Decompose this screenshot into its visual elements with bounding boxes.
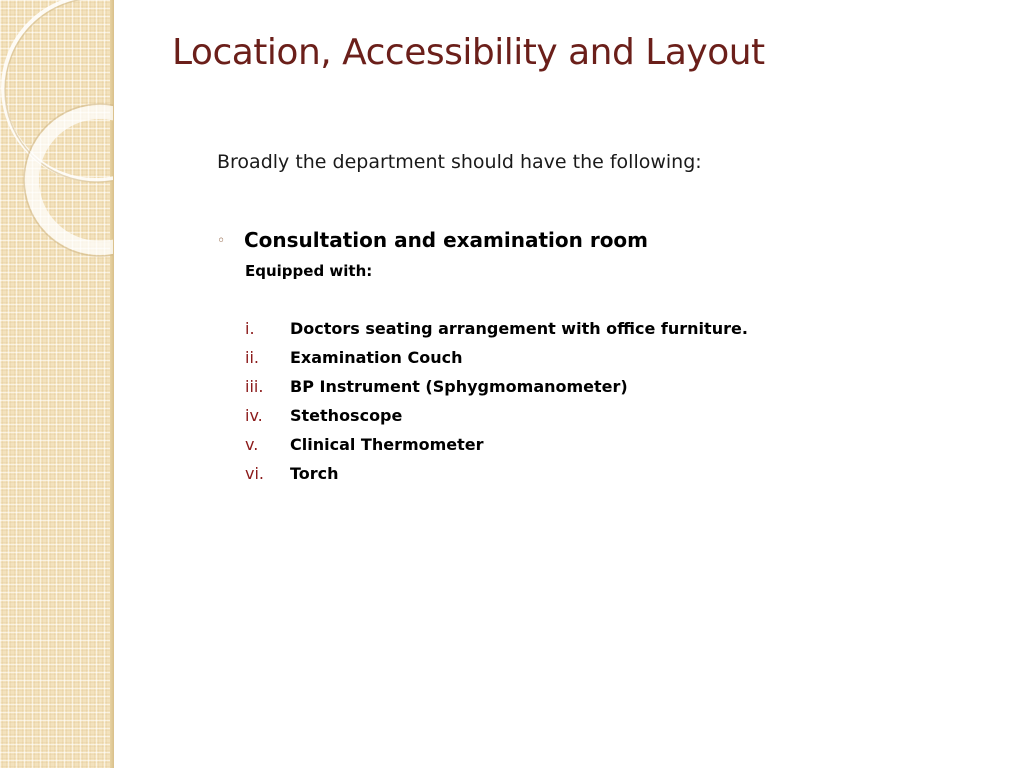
item-numeral: iv. [245,406,263,425]
list-item [245,377,748,406]
list-item [245,435,748,464]
item-numeral: vi. [245,464,264,483]
item-numeral: iii. [245,377,264,396]
item-text: Stethoscope [290,406,403,425]
list-item [245,348,748,377]
equipped-label: Equipped with: [245,262,373,280]
hollow-circle-bullet-icon: ◦ [217,233,226,249]
section-bullet-row [217,228,648,252]
decorative-rings [0,0,140,300]
item-numeral: ii. [245,348,259,367]
item-text: Doctors seating arrangement with office furniture. [290,319,748,338]
item-text: Torch [290,464,339,483]
intro-text: Broadly the department should have the following: [217,151,702,173]
item-numeral: v. [245,435,259,454]
section-heading: Consultation and examination room [244,228,649,252]
item-numeral: i. [245,319,255,338]
item-text: BP Instrument (Sphygmomanometer) [290,377,628,396]
list-item [245,464,748,493]
item-text: Examination Couch [290,348,463,367]
list-item [245,319,748,348]
equipment-list [245,319,748,493]
consultation-section [217,228,648,280]
slide-title: Location, Accessibility and Layout [172,32,765,73]
ring-large [3,0,140,180]
list-item [245,406,748,435]
item-text: Clinical Thermometer [290,435,484,454]
